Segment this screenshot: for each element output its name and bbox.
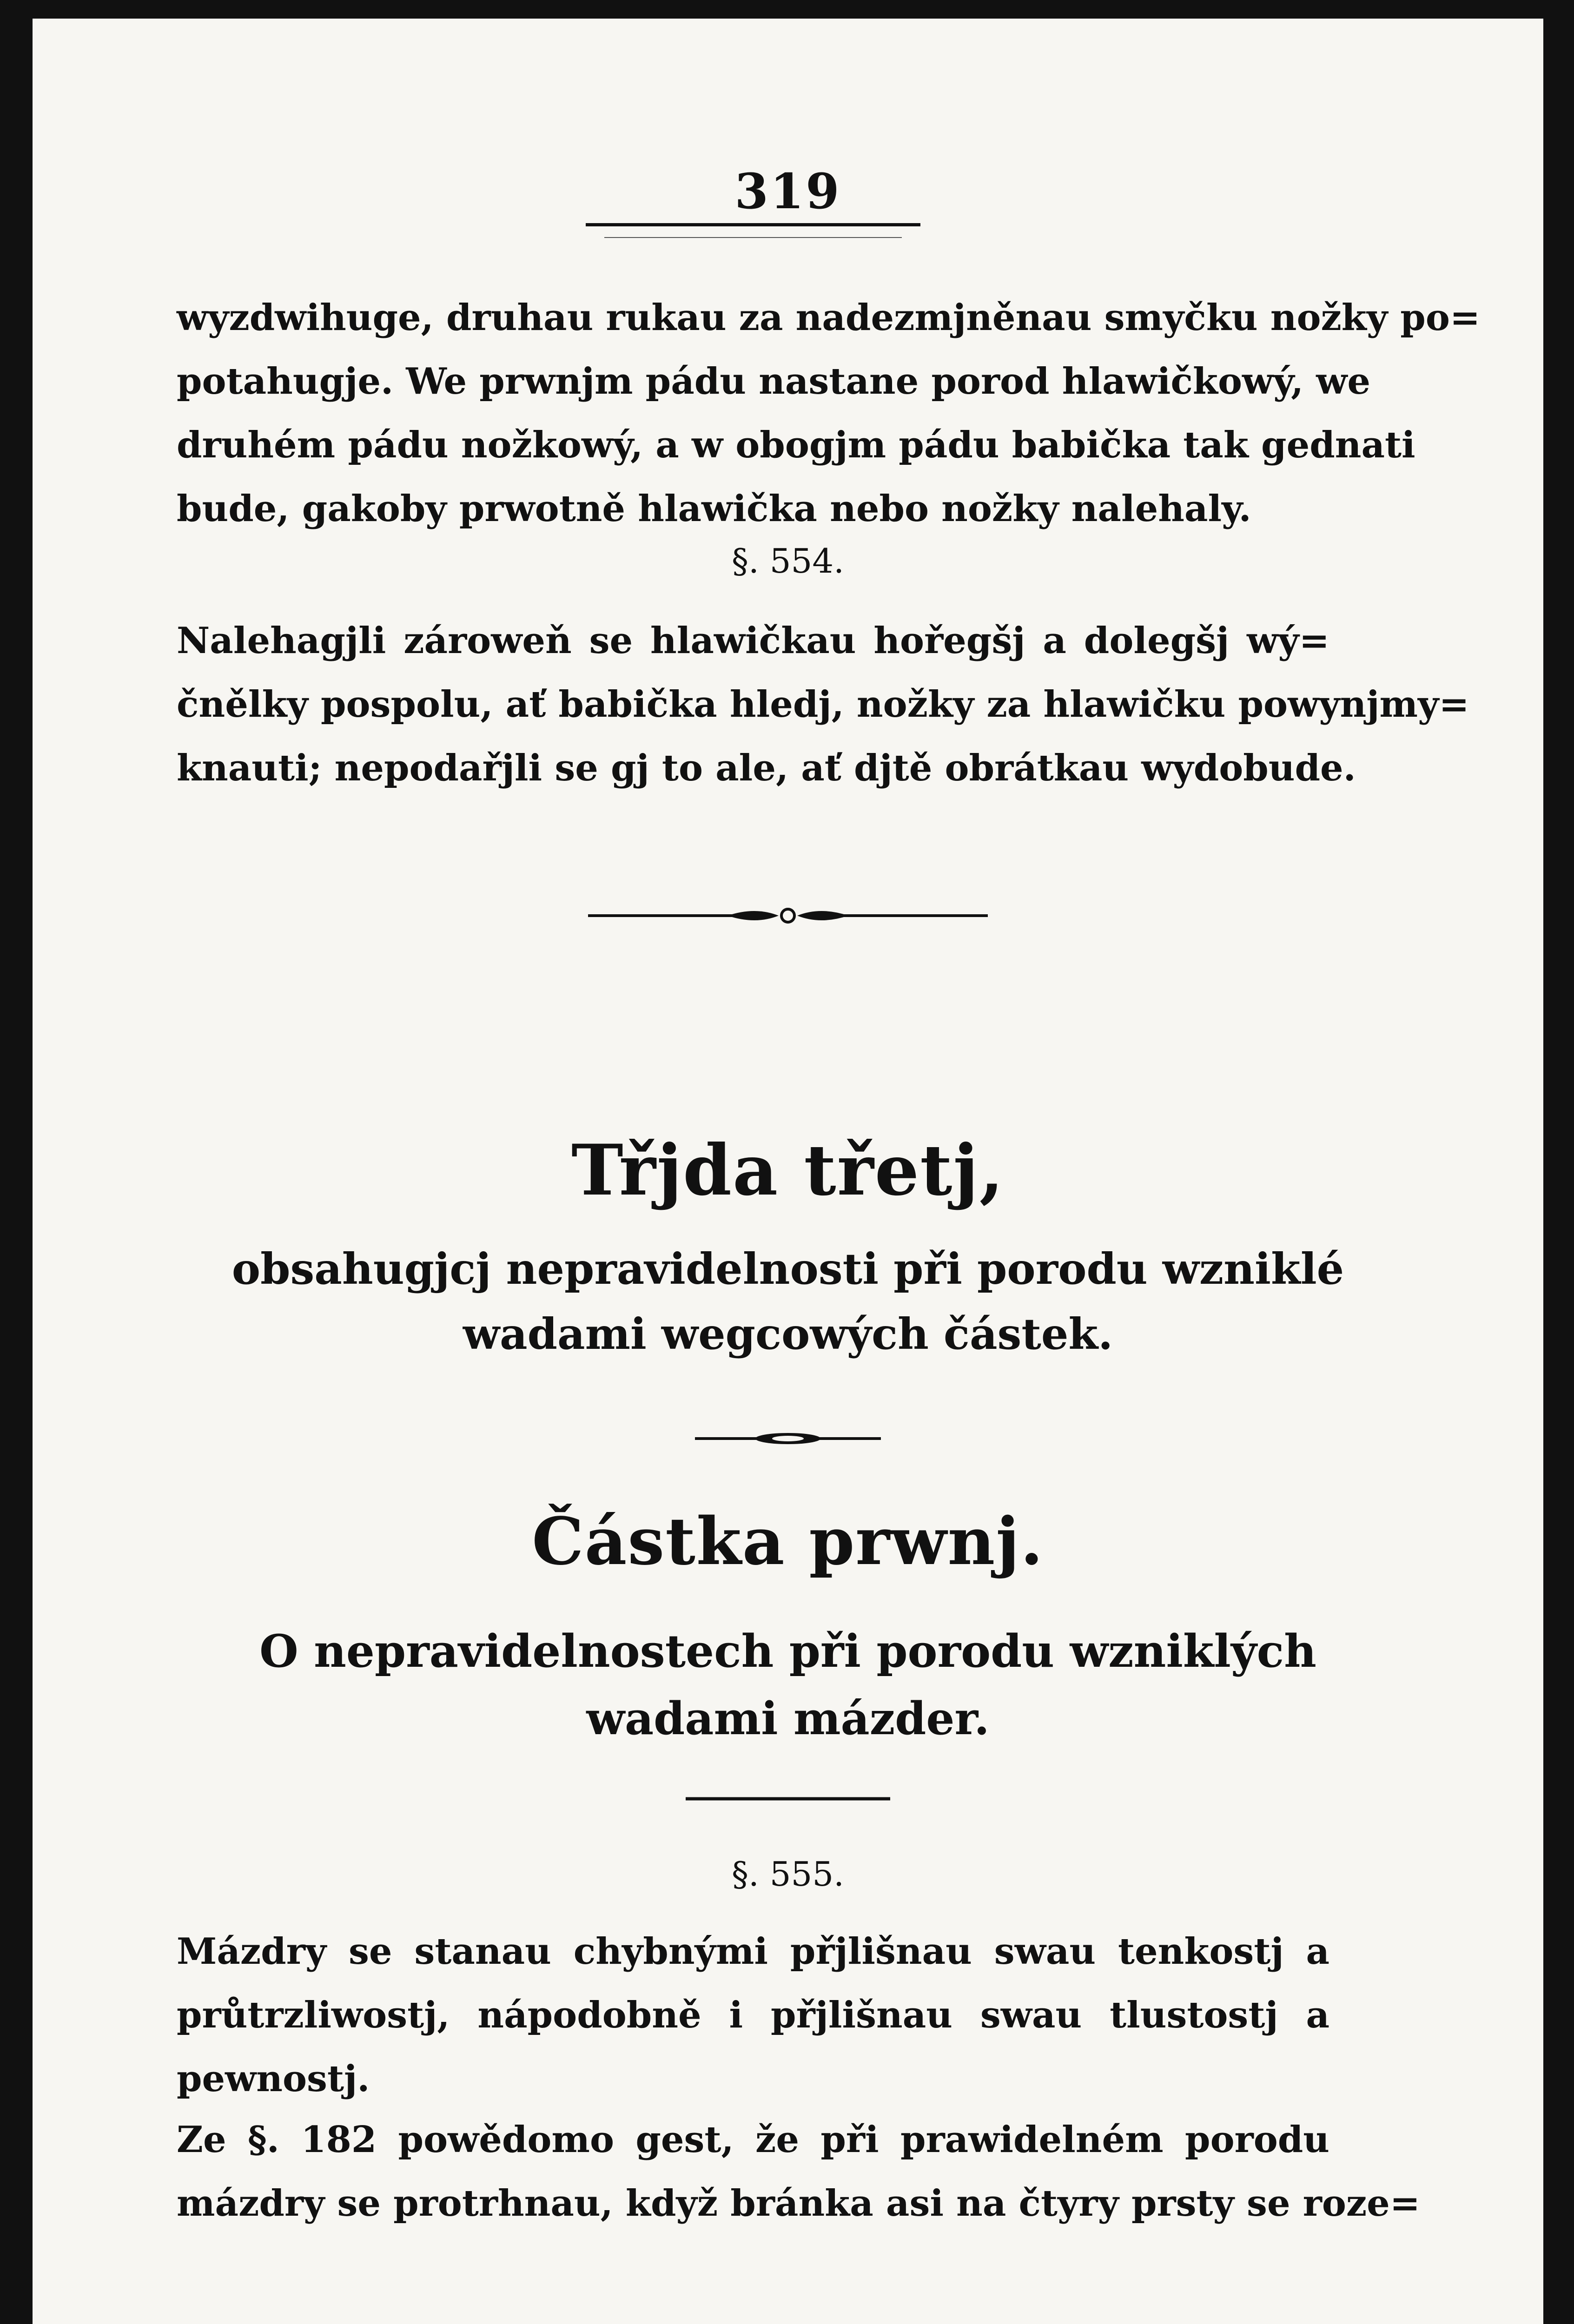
class-subtitle-line: wadami wegcowých částek. — [463, 1309, 1113, 1359]
small-ornamental-divider — [33, 1429, 1543, 1448]
text-line: Mázdry se stanau chybnými přjlišnau swau tenkostj a — [177, 1930, 1329, 1973]
class-subtitle-line: obsahugjcj nepravidelnosti při porodu wzniklé — [231, 1244, 1344, 1294]
text-line: wyzdwihuge, druhau rukau za nadezmjněnau smyčku nožky po= — [177, 297, 1481, 339]
paragraph-554 — [177, 609, 1469, 800]
text-line: druhém pádu nožkowý, a w obogjm pádu babička tak gednati — [177, 424, 1415, 466]
text-line: potahugje. We prwnjm pádu nastane porod hlawičkowý, we — [177, 360, 1371, 403]
class-title: Třjda třetj, — [571, 1129, 1005, 1211]
text-line: čnělky pospolu, ať babička hledj, nožky za hlawičku powynjmy= — [177, 683, 1469, 726]
part-title: Částka prwnj. — [532, 1504, 1044, 1580]
class-subtitle — [33, 1236, 1543, 1367]
ornamental-divider — [33, 904, 1543, 927]
paragraph-555 — [177, 1920, 1329, 2111]
part-subtitle-line: wadami mázder. — [586, 1692, 990, 1745]
text-line: knauti; nepodařjli se gj to ale, ať djtě obrátkau wydobude. — [177, 747, 1356, 789]
text-line: Ze §. 182 powědomo gest, že při prawidelném porodu — [177, 2119, 1329, 2161]
paragraph-final — [177, 2108, 1421, 2235]
section-number-554: §. 554. — [731, 541, 845, 581]
header-rule-thin — [604, 237, 902, 238]
part-subtitle — [33, 1618, 1543, 1752]
paragraph-top — [177, 286, 1481, 541]
text-line: Nalehagjli zároweň se hlawičkau hořegšj a dolegšj wý= — [177, 620, 1329, 662]
book-page — [33, 19, 1543, 2324]
part-subtitle-line: O nepravidelnostech při porodu wzniklých — [259, 1625, 1316, 1677]
text-line: bude, gakoby prwotně hlawička nebo nožky nalehaly. — [177, 488, 1251, 530]
page-number: 319 — [734, 163, 841, 220]
text-line: mázdry se protrhnau, když bránka asi na čtyry prsty se roze= — [177, 2182, 1421, 2225]
text-line: průtrzliwostj, nápodobně i přjlišnau swau tlustostj a — [177, 1994, 1329, 2036]
text-line: pewnostj. — [177, 2058, 370, 2100]
section-number-555: §. 555. — [731, 1855, 845, 1894]
header-rule — [586, 223, 920, 226]
short-rule — [33, 1792, 1543, 1806]
